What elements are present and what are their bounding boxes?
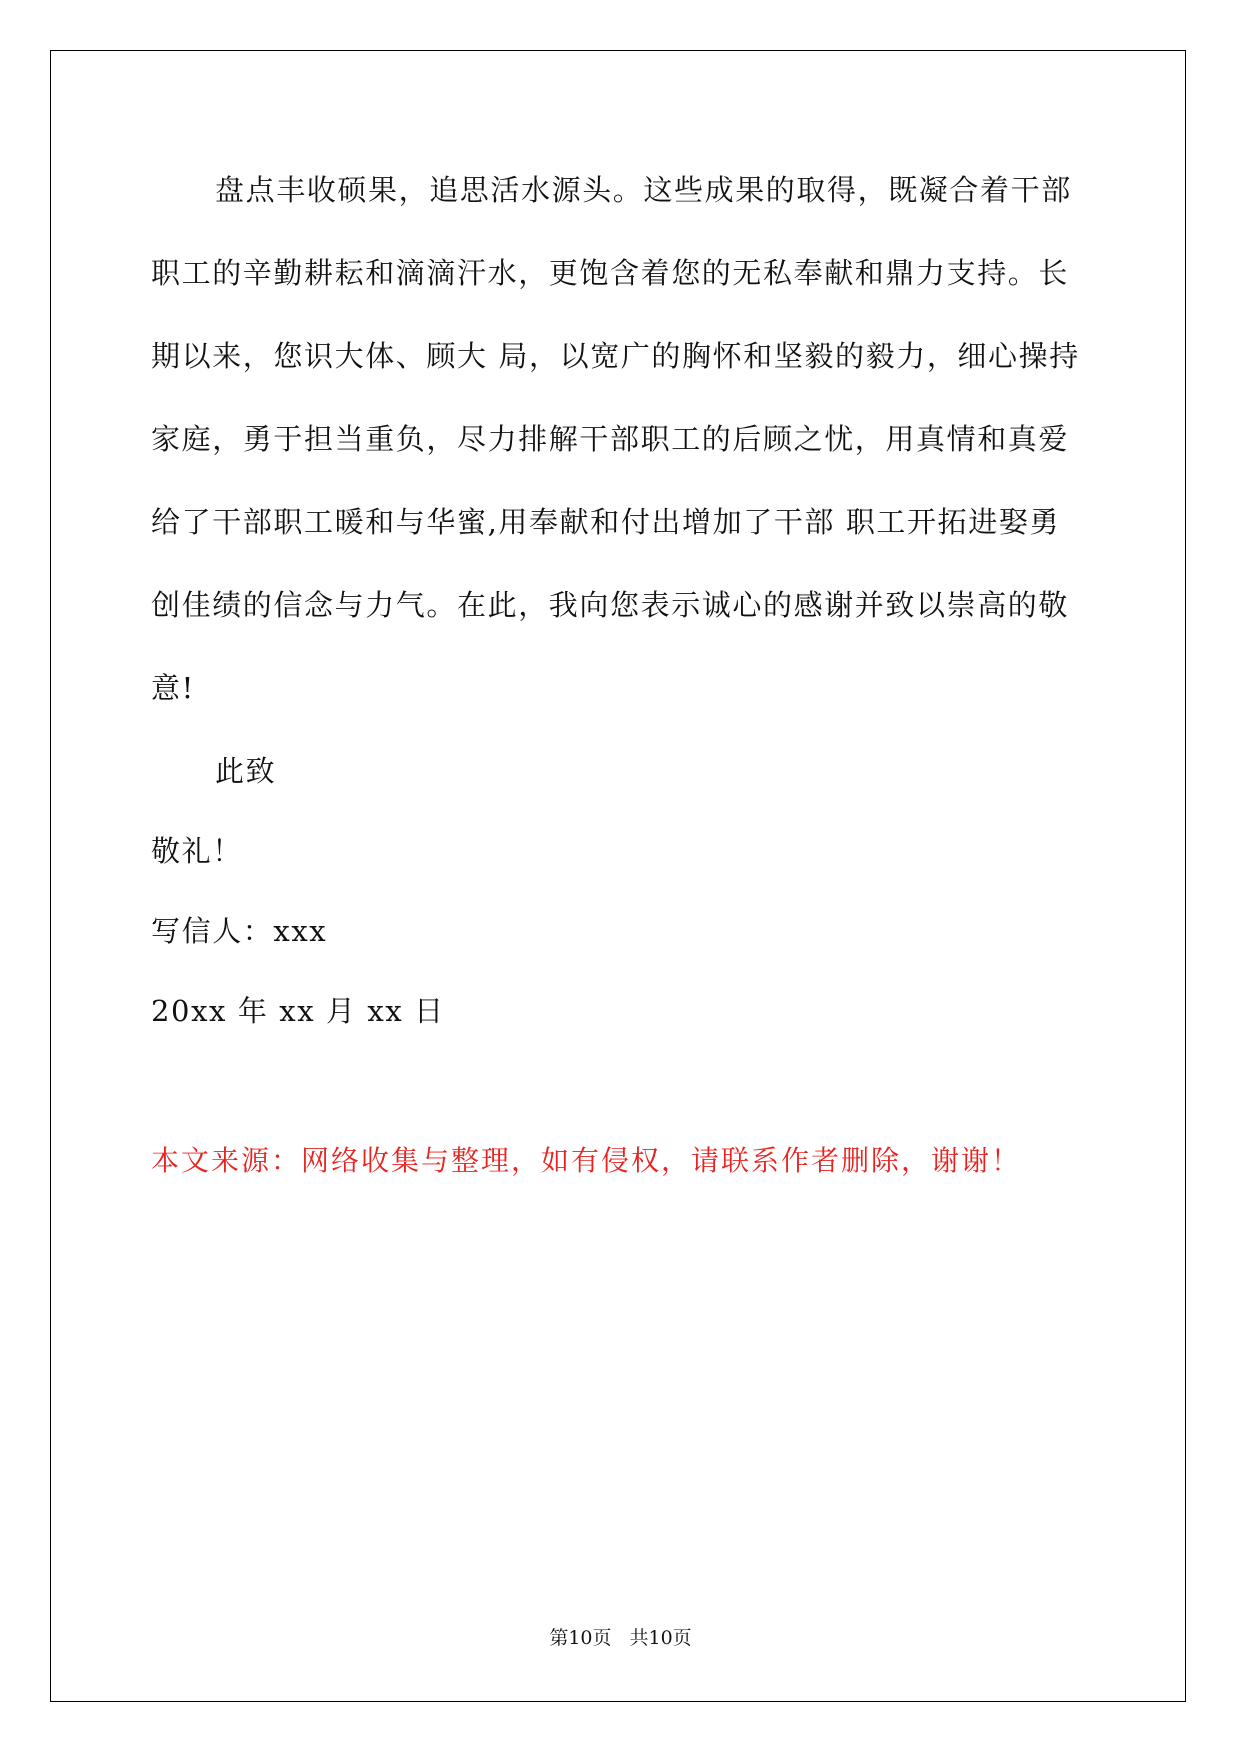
- writer-line: 写信人：xxx: [151, 914, 328, 948]
- paragraph-line: 期以来，您识大体、顾大 局，以宽广的胸怀和坚毅的毅力，细心操持: [151, 339, 1080, 373]
- date-line: 20xx 年 xx 月 xx 日: [151, 994, 445, 1028]
- letter-body: [151, 164, 1086, 1065]
- paragraph-line: 创佳绩的信念与力气。在此，我向您表示诚心的感谢并致以崇高的敬: [151, 588, 1070, 622]
- paragraph-line: 给了干部职工暖和与华蜜,用奉献和付出增加了干部 职工开拓进娶勇: [151, 505, 1061, 539]
- source-note: 本文来源：网络收集与整理，如有侵权，请联系作者删除，谢谢！: [151, 1144, 1022, 1177]
- page-footer: [0, 1624, 1241, 1652]
- closing-regards: 敬礼！: [151, 834, 243, 868]
- paragraph-line: 职工的辛勤耕耘和滴滴汗水，更饱含着您的无私奉献和鼎力支持。长: [151, 256, 1070, 290]
- paragraph-line: 家庭，勇于担当重负，尽力排解干部职工的后顾之忧，用真情和真爱: [151, 422, 1070, 456]
- paragraph-line: 盘点丰收硕果，追思活水源头。这些成果的取得，既凝合着干部: [215, 173, 1072, 207]
- paragraph-line: 意!: [151, 671, 195, 705]
- closing-salutation: 此致: [215, 754, 277, 788]
- page-number: 第10页: [549, 1627, 612, 1649]
- page-total: 共10页: [629, 1627, 692, 1649]
